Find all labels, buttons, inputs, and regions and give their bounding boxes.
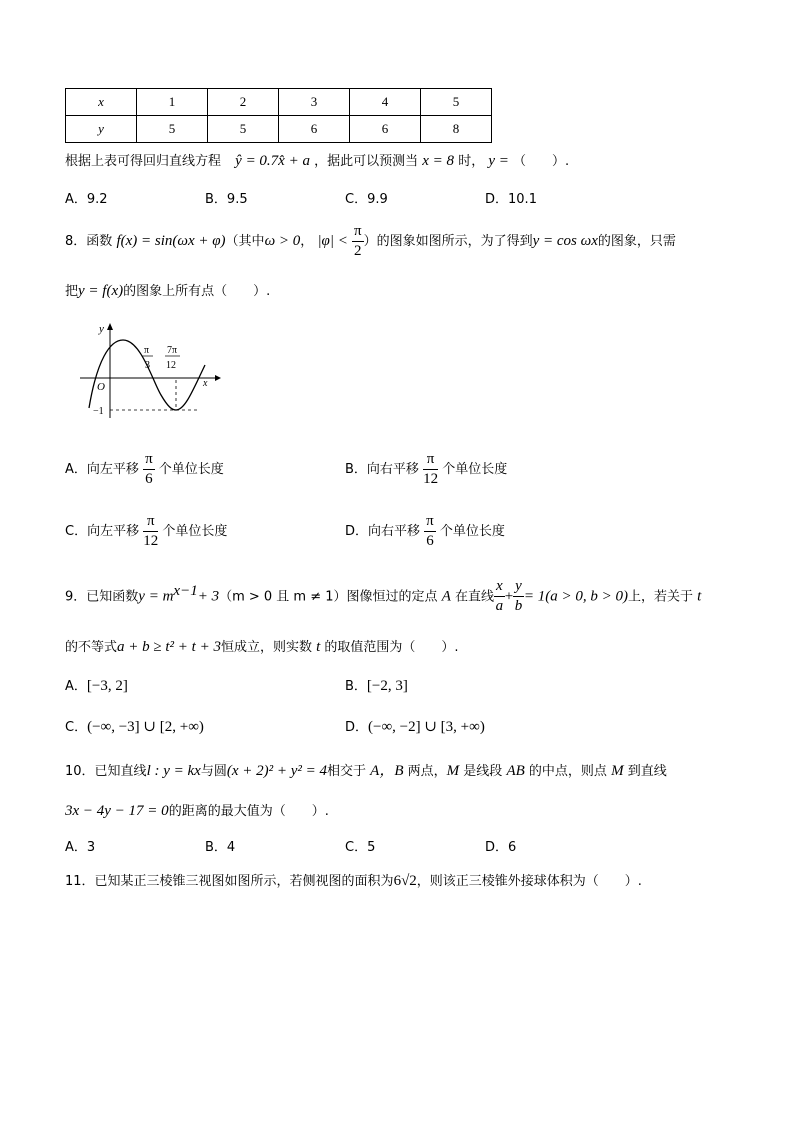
q7-option-b[interactable]: B．9.5 [205, 192, 248, 207]
q9-option-c[interactable]: C．(−∞, −3] ∪ [2, +∞) [65, 719, 204, 735]
table-cell: 5 [137, 116, 208, 143]
q10-point-m: M [611, 763, 624, 779]
data-table [65, 88, 492, 143]
q9-text: 的不等式 [65, 640, 118, 655]
q9-line-rest: = 1(a > 0, b > 0) [523, 588, 628, 605]
q7-text: （ ）. [513, 154, 570, 169]
question-number: 9． [65, 589, 87, 605]
q9-text: 恒成立，则实数 [220, 640, 312, 655]
q10-text: 两点， [407, 764, 447, 779]
question-number: 8． [65, 234, 87, 249]
q7-equation: ŷ = 0.7x̂ + a [235, 153, 310, 169]
y-axis-arrow [107, 323, 113, 330]
table-header-x: x [66, 89, 137, 116]
table-cell: 6 [350, 116, 421, 143]
table-cell: 1 [137, 89, 208, 116]
q9-var-t: t [697, 588, 702, 605]
q7-text: ，据此可以预测当 [314, 154, 419, 169]
table-cell: 2 [208, 89, 279, 116]
q10-option-a[interactable]: A．3 [65, 840, 96, 855]
q8-option-b[interactable]: B．向右平移 $\frac{\pi}{12}$ 个单位长度 [345, 451, 508, 487]
q10-stem-line2 [65, 800, 329, 820]
q11-area: 6√2 [393, 873, 417, 889]
q11-text: ，则该正三棱锥外接球体积为（ ）. [416, 874, 642, 889]
q9-inequality: a + b ≥ t² + t + 3 [117, 639, 221, 655]
q7-stem [65, 150, 569, 170]
q9-fraction-y-b: $\frac{y}{b}$ [514, 578, 523, 615]
q8-option-d[interactable]: D．向右平移 $\frac{\pi}{6}$ 个单位长度 [345, 513, 505, 549]
q9-text: 已知函数 [86, 589, 139, 605]
table-cell: 5 [208, 116, 279, 143]
q9-fraction-x-a: $\frac{x}{a}$ [495, 578, 504, 615]
q10-text: 与圆 [200, 764, 227, 779]
q11-text: 已知某正三棱锥三视图如图所示，若侧视图的面积为 [94, 874, 394, 889]
q7-text: 时， [458, 154, 485, 169]
q10-point-m: M [446, 763, 460, 779]
q8-function-f: y = f(x) [78, 283, 124, 299]
x-axis-arrow [215, 375, 221, 381]
q10-distance-line: 3x − 4y − 17 = 0 [65, 803, 169, 819]
q10-stem-line1 [65, 759, 667, 780]
q9-function: y = m [138, 588, 174, 605]
q7-option-a[interactable]: A．9.2 [65, 192, 108, 207]
q8-stem-line1 [65, 224, 676, 259]
q9-option-d[interactable]: D．(−∞, −2] ∪ [3, +∞) [345, 719, 485, 735]
q9-plus: + [504, 588, 514, 605]
table-row-x [66, 89, 492, 116]
table-row-y [66, 116, 492, 143]
q10-text: 是线段 [463, 764, 503, 779]
q8-target: y = cos ωx [532, 233, 598, 249]
q8-text: 的图象，只需 [597, 234, 676, 249]
q8-option-c[interactable]: C．向左平移 $\frac{\pi}{12}$ 个单位长度 [65, 513, 228, 549]
q9-text: 图像恒过的定点 [346, 589, 438, 605]
q10-text: 相交于 [327, 764, 367, 779]
q9-exponent: x−1 [173, 583, 198, 599]
q8-text: （其中 [225, 234, 265, 249]
q10-text: 到直线 [627, 764, 667, 779]
q9-text: 的取值范围为（ ）. [324, 640, 459, 655]
q9-function-const: + 3 [197, 588, 220, 605]
q9-text: 上，若关于 [627, 589, 693, 605]
table-header-y: y [66, 116, 137, 143]
graph-tick1-den: 3 [145, 360, 150, 371]
table-cell: 3 [279, 89, 350, 116]
q8-condition-omega: ω > 0 [264, 233, 301, 249]
q11-stem [65, 870, 642, 890]
q9-option-b[interactable]: B．[−2, 3] [345, 678, 408, 694]
q8-sine-graph [75, 320, 225, 420]
q9-text: 在直线 [455, 589, 495, 605]
graph-tick2-den: 12 [166, 360, 176, 371]
table-cell: 6 [279, 116, 350, 143]
q8-text: 函数 [86, 234, 113, 249]
q10-text: 的中点，则点 [528, 764, 607, 779]
q10-segment-ab: AB [506, 763, 525, 779]
q8-text: ， [300, 234, 314, 249]
graph-origin-label: O [97, 381, 105, 393]
q8-text: 把 [65, 284, 79, 299]
q7-option-c[interactable]: C．9.9 [345, 192, 388, 207]
graph-neg-one-label: −1 [93, 406, 104, 417]
q9-stem-line1 [65, 576, 701, 614]
graph-tick1-num: π [144, 345, 150, 356]
table-cell: 5 [421, 89, 492, 116]
graph-y-label: y [99, 323, 104, 335]
q7-ask: y = [488, 153, 509, 169]
q10-text: 的距离的最大值为（ ）. [168, 804, 329, 819]
q8-text: ）的图象如图所示，为了得到 [363, 234, 533, 249]
q10-text: 已知直线 [94, 764, 147, 779]
graph-tick2-num: 7π [167, 345, 178, 356]
q10-option-d[interactable]: D．6 [485, 840, 517, 855]
q9-option-a[interactable]: A．[−3, 2] [65, 678, 128, 694]
q8-condition-phi: |φ| < [317, 233, 348, 249]
question-number: 11． [65, 874, 95, 889]
q10-option-c[interactable]: C．5 [345, 840, 376, 855]
q10-points-ab: A，B [370, 763, 404, 779]
q7-option-d[interactable]: D．10.1 [485, 192, 537, 207]
q10-line-eq: l : y = kx [146, 763, 201, 779]
q9-point-a: A [441, 588, 451, 605]
q8-text: 的图象上所有点（ ）. [123, 284, 271, 299]
q7-condition: x = 8 [422, 153, 455, 169]
q10-circle-eq: (x + 2)² + y² = 4 [226, 763, 328, 779]
question-number: 10． [65, 764, 95, 779]
graph-x-label: x [203, 378, 208, 389]
table-cell: 4 [350, 89, 421, 116]
q9-stem-line2 [65, 636, 459, 656]
q9-condition: （m > 0 且 m ≠ 1） [219, 589, 347, 605]
q8-function: f(x) = sin(ωx + φ) [116, 233, 226, 249]
q7-text: 根据上表可得回归直线方程 [65, 154, 222, 169]
q8-stem-line2 [65, 280, 270, 300]
q8-option-a[interactable]: A．向左平移 $\frac{\pi}{6}$ 个单位长度 [65, 451, 224, 487]
q8-fraction-pi-2: $\frac{\pi}{2}$ [354, 223, 362, 259]
q10-option-b[interactable]: B．4 [205, 840, 236, 855]
q9-var-t: t [316, 639, 321, 655]
table-cell: 8 [421, 116, 492, 143]
